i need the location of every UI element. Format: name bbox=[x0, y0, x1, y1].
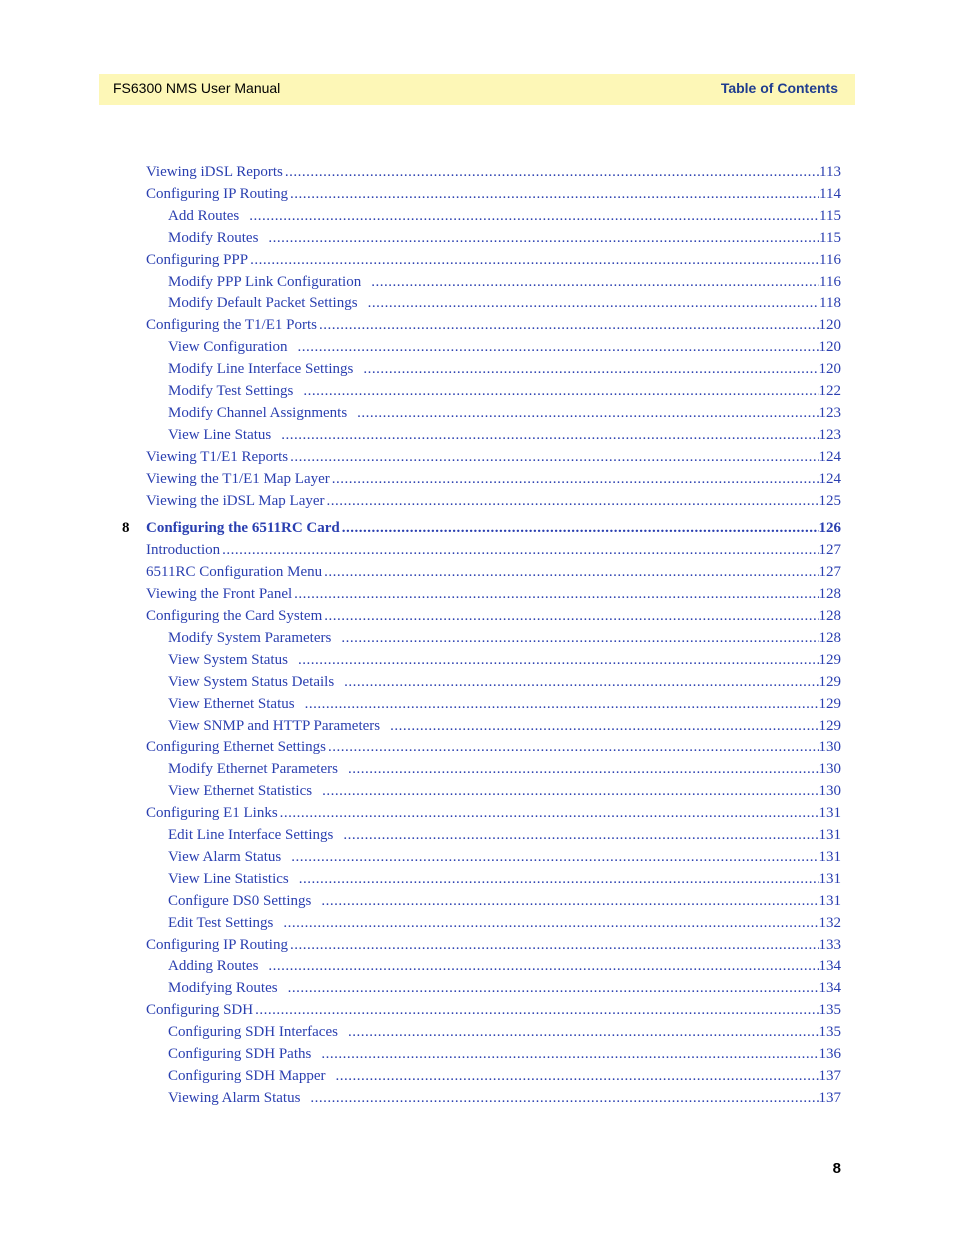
toc-entry-page: 131 bbox=[818, 805, 841, 822]
toc-entry-title: View System Status bbox=[168, 651, 288, 668]
toc-entry-title: View Alarm Status bbox=[168, 848, 282, 865]
toc-entry-page: 135 bbox=[818, 1002, 841, 1019]
dot-leader bbox=[294, 584, 818, 604]
toc-entry[interactable] bbox=[146, 447, 841, 467]
toc-entry-page: 132 bbox=[818, 914, 841, 931]
dot-leader bbox=[283, 913, 818, 933]
toc-entry-page: 118 bbox=[819, 295, 841, 312]
toc-entry[interactable] bbox=[168, 716, 841, 736]
dot-leader bbox=[332, 469, 819, 489]
toc-entry-title: Modify Ethernet Parameters bbox=[168, 761, 338, 778]
toc-entry-page: 137 bbox=[818, 1067, 841, 1084]
dot-leader bbox=[298, 337, 819, 357]
toc-entry-page: 127 bbox=[818, 542, 841, 559]
toc-entry-title: Configure DS0 Settings bbox=[168, 892, 312, 909]
toc-entry-title: Modify Test Settings bbox=[168, 383, 294, 399]
dot-leader bbox=[368, 293, 819, 313]
toc-entry-title: Adding Routes bbox=[168, 958, 259, 975]
dot-leader bbox=[281, 425, 818, 445]
dot-leader bbox=[336, 1066, 819, 1086]
toc-entry-page: 120 bbox=[818, 361, 841, 378]
toc-entry[interactable] bbox=[146, 935, 841, 955]
dot-leader bbox=[344, 672, 818, 692]
toc-entry-title: View Line Statistics bbox=[168, 870, 289, 887]
dot-leader bbox=[303, 381, 818, 401]
section-title: Table of Contents bbox=[720, 80, 838, 96]
dot-leader bbox=[327, 491, 819, 511]
toc-entry-page: 128 bbox=[818, 629, 841, 646]
toc-entry[interactable] bbox=[146, 540, 841, 560]
toc-entry-title: Modify Routes bbox=[168, 229, 259, 246]
toc-entry-title: Configuring the Card System bbox=[146, 608, 323, 624]
toc-entry-page: 134 bbox=[818, 980, 841, 997]
toc-entry-page: 115 bbox=[819, 207, 841, 224]
toc-entry-page: 135 bbox=[818, 1024, 841, 1041]
dot-leader bbox=[328, 737, 819, 757]
toc-entry-title: View SNMP and HTTP Parameters bbox=[168, 717, 381, 734]
toc-entry-page: 114 bbox=[819, 185, 841, 202]
toc-entry[interactable] bbox=[168, 759, 841, 779]
toc-entry-title: 6511RC Configuration Menu bbox=[146, 564, 323, 581]
toc-entry-page: 125 bbox=[818, 492, 841, 509]
dot-leader bbox=[222, 540, 818, 560]
toc-entry-title: Introduction bbox=[146, 542, 221, 559]
dot-leader bbox=[249, 206, 819, 226]
toc-entry-page: 120 bbox=[818, 339, 841, 356]
toc-entry[interactable] bbox=[146, 1000, 841, 1020]
dot-leader bbox=[290, 184, 819, 204]
toc-entry[interactable] bbox=[168, 672, 841, 692]
toc-entry-page: 127 bbox=[818, 564, 841, 581]
toc-entry[interactable] bbox=[168, 359, 841, 379]
toc-entry[interactable] bbox=[146, 491, 841, 511]
toc-entry-title: Modify PPP Link Configuration bbox=[168, 273, 362, 290]
toc-entry-page: 129 bbox=[818, 695, 841, 712]
dot-leader bbox=[324, 606, 818, 626]
toc-entry-title: View Line Status bbox=[168, 426, 272, 443]
toc-entry-title: Modify Line Interface Settings bbox=[168, 361, 354, 378]
toc-entry[interactable] bbox=[146, 562, 841, 582]
toc-entry[interactable] bbox=[168, 891, 841, 911]
toc-entry-title: Configuring the T1/E1 Ports bbox=[146, 317, 317, 334]
toc-entry-page: 131 bbox=[818, 848, 841, 865]
dot-leader bbox=[290, 935, 819, 955]
dot-leader bbox=[357, 403, 818, 423]
dot-leader bbox=[290, 447, 818, 467]
toc-entry-title: Viewing Alarm Status bbox=[168, 1089, 301, 1106]
toc-entry-title: Viewing the T1/E1 Map Layer bbox=[146, 470, 330, 487]
dot-leader bbox=[348, 759, 819, 779]
toc-entry-title: Edit Test Settings bbox=[168, 914, 274, 931]
dot-leader bbox=[324, 562, 818, 582]
toc-entry[interactable] bbox=[168, 206, 841, 226]
toc-entry-page: 124 bbox=[818, 470, 841, 487]
toc-entry-page: 115 bbox=[819, 229, 841, 246]
dot-leader bbox=[343, 825, 818, 845]
toc-entry-page: 129 bbox=[818, 717, 841, 734]
dot-leader bbox=[390, 716, 818, 736]
toc-chapter-entry[interactable] bbox=[146, 518, 841, 538]
dot-leader bbox=[310, 1088, 818, 1108]
toc-entry-page: 129 bbox=[818, 651, 841, 668]
toc-entry[interactable] bbox=[146, 606, 841, 626]
toc-entry-page: 120 bbox=[818, 317, 841, 334]
toc-entry[interactable] bbox=[168, 381, 841, 401]
dot-leader bbox=[321, 891, 818, 911]
dot-leader bbox=[363, 359, 818, 379]
toc-entry[interactable] bbox=[168, 293, 841, 313]
toc-entry[interactable] bbox=[168, 1088, 841, 1108]
toc-entry[interactable] bbox=[168, 825, 841, 845]
toc-entry-page: 131 bbox=[818, 827, 841, 843]
toc-entry-page: 131 bbox=[818, 892, 841, 909]
toc-entry[interactable] bbox=[168, 913, 841, 933]
toc-entry[interactable] bbox=[168, 425, 841, 445]
toc-entry-page: 123 bbox=[818, 426, 841, 443]
toc-entry[interactable] bbox=[168, 978, 841, 998]
toc-entry-page: 116 bbox=[819, 251, 841, 268]
toc-entry[interactable] bbox=[168, 628, 841, 648]
toc-entry-page: 122 bbox=[818, 383, 841, 399]
toc-entry[interactable] bbox=[146, 803, 841, 823]
toc-entry[interactable] bbox=[146, 250, 841, 270]
dot-leader bbox=[288, 978, 819, 998]
page-header bbox=[99, 74, 855, 105]
toc-entry-title: Viewing the Front Panel bbox=[146, 586, 293, 603]
toc-entry-title: Configuring SDH Interfaces bbox=[168, 1024, 338, 1041]
toc-entry-title: Modify Default Packet Settings bbox=[168, 295, 358, 312]
toc-entry-title: Configuring SDH Paths bbox=[168, 1046, 312, 1062]
toc-entry[interactable] bbox=[146, 737, 841, 757]
toc-entry[interactable] bbox=[168, 1044, 841, 1064]
dot-leader bbox=[299, 869, 819, 889]
toc-entry[interactable] bbox=[168, 403, 841, 423]
toc-entry-title: View Configuration bbox=[168, 339, 288, 356]
toc-entry-page: 130 bbox=[818, 761, 841, 778]
toc-entry-page: 116 bbox=[819, 273, 841, 290]
toc-entry[interactable] bbox=[168, 1022, 841, 1042]
toc-entry-title: View Ethernet Status bbox=[168, 695, 295, 712]
toc-entry[interactable] bbox=[168, 272, 841, 292]
toc-entry[interactable] bbox=[168, 869, 841, 889]
toc-entry-page: 136 bbox=[818, 1046, 841, 1062]
toc-entry[interactable] bbox=[168, 337, 841, 357]
dot-leader bbox=[255, 1000, 818, 1020]
toc-entry[interactable] bbox=[146, 162, 841, 182]
toc-entry-title: View System Status Details bbox=[168, 673, 335, 690]
toc-entry[interactable] bbox=[168, 1066, 841, 1086]
toc-entry[interactable] bbox=[168, 228, 841, 248]
dot-leader bbox=[342, 518, 819, 538]
dot-leader bbox=[348, 1022, 819, 1042]
dot-leader bbox=[285, 162, 819, 182]
toc-entry-title: Viewing iDSL Reports bbox=[146, 164, 283, 180]
dot-leader bbox=[268, 228, 819, 248]
toc-entry-page: 128 bbox=[818, 586, 841, 603]
toc-entry-page: 129 bbox=[818, 673, 841, 690]
dot-leader bbox=[305, 694, 819, 714]
toc-entry-title: Configuring PPP bbox=[146, 251, 249, 268]
toc-entry-title: Add Routes bbox=[168, 207, 240, 224]
toc-entry-title: Modifying Routes bbox=[168, 980, 278, 997]
toc-entry-page: 134 bbox=[818, 958, 841, 975]
toc-entry-page: 128 bbox=[818, 608, 841, 624]
toc-entry[interactable] bbox=[146, 315, 841, 335]
toc-entry-page: 123 bbox=[818, 404, 841, 421]
toc-entry-title: Modify System Parameters bbox=[168, 629, 332, 646]
dot-leader bbox=[322, 781, 818, 801]
toc-entry[interactable] bbox=[168, 781, 841, 801]
toc-entry[interactable] bbox=[146, 469, 841, 489]
toc-entry-title: Configuring Ethernet Settings bbox=[146, 739, 326, 756]
dot-leader bbox=[291, 847, 818, 867]
toc-entry-page: 131 bbox=[818, 870, 841, 887]
toc-entry-page: 126 bbox=[818, 520, 841, 537]
toc-entry-title: Configuring SDH bbox=[146, 1002, 254, 1019]
toc-entry-page: 113 bbox=[819, 164, 841, 180]
dot-leader bbox=[280, 803, 819, 823]
page-number: 8 bbox=[832, 1160, 841, 1177]
manual-title: FS6300 NMS User Manual bbox=[113, 80, 281, 96]
dot-leader bbox=[371, 272, 819, 292]
dot-leader bbox=[321, 1044, 818, 1064]
toc-entry[interactable] bbox=[168, 956, 841, 976]
toc-entry-title: Configuring IP Routing bbox=[146, 936, 288, 953]
toc-entry[interactable] bbox=[168, 650, 841, 670]
dot-leader bbox=[268, 956, 818, 976]
dot-leader bbox=[319, 315, 819, 335]
toc-entry-title: Configuring SDH Mapper bbox=[168, 1067, 326, 1084]
toc-entry-title: Viewing the iDSL Map Layer bbox=[146, 492, 325, 509]
toc-entry[interactable] bbox=[146, 584, 841, 604]
toc-entry[interactable] bbox=[168, 694, 841, 714]
dot-leader bbox=[250, 250, 819, 270]
toc-entry-page: 130 bbox=[818, 739, 841, 756]
toc-entry-title: View Ethernet Statistics bbox=[168, 783, 313, 800]
toc-entry-title: Viewing T1/E1 Reports bbox=[146, 448, 289, 465]
toc-entry-title: Modify Channel Assignments bbox=[168, 404, 348, 421]
toc-entry-title: Configuring E1 Links bbox=[146, 805, 278, 822]
toc-entry-page: 124 bbox=[818, 448, 841, 465]
toc-entry-page: 130 bbox=[818, 783, 841, 800]
toc-entry-page: 137 bbox=[818, 1089, 841, 1106]
dot-leader bbox=[341, 628, 818, 648]
dot-leader bbox=[298, 650, 819, 670]
toc-entry-title: Configuring IP Routing bbox=[146, 185, 288, 202]
toc-entry-title: Configuring the 6511RC Card bbox=[146, 520, 340, 537]
toc-entry-page: 133 bbox=[818, 936, 841, 953]
toc-entry[interactable] bbox=[168, 847, 841, 867]
toc-entry[interactable] bbox=[146, 184, 841, 204]
toc-entry-title: Edit Line Interface Settings bbox=[168, 827, 334, 843]
chapter-number: 8 bbox=[122, 520, 130, 537]
